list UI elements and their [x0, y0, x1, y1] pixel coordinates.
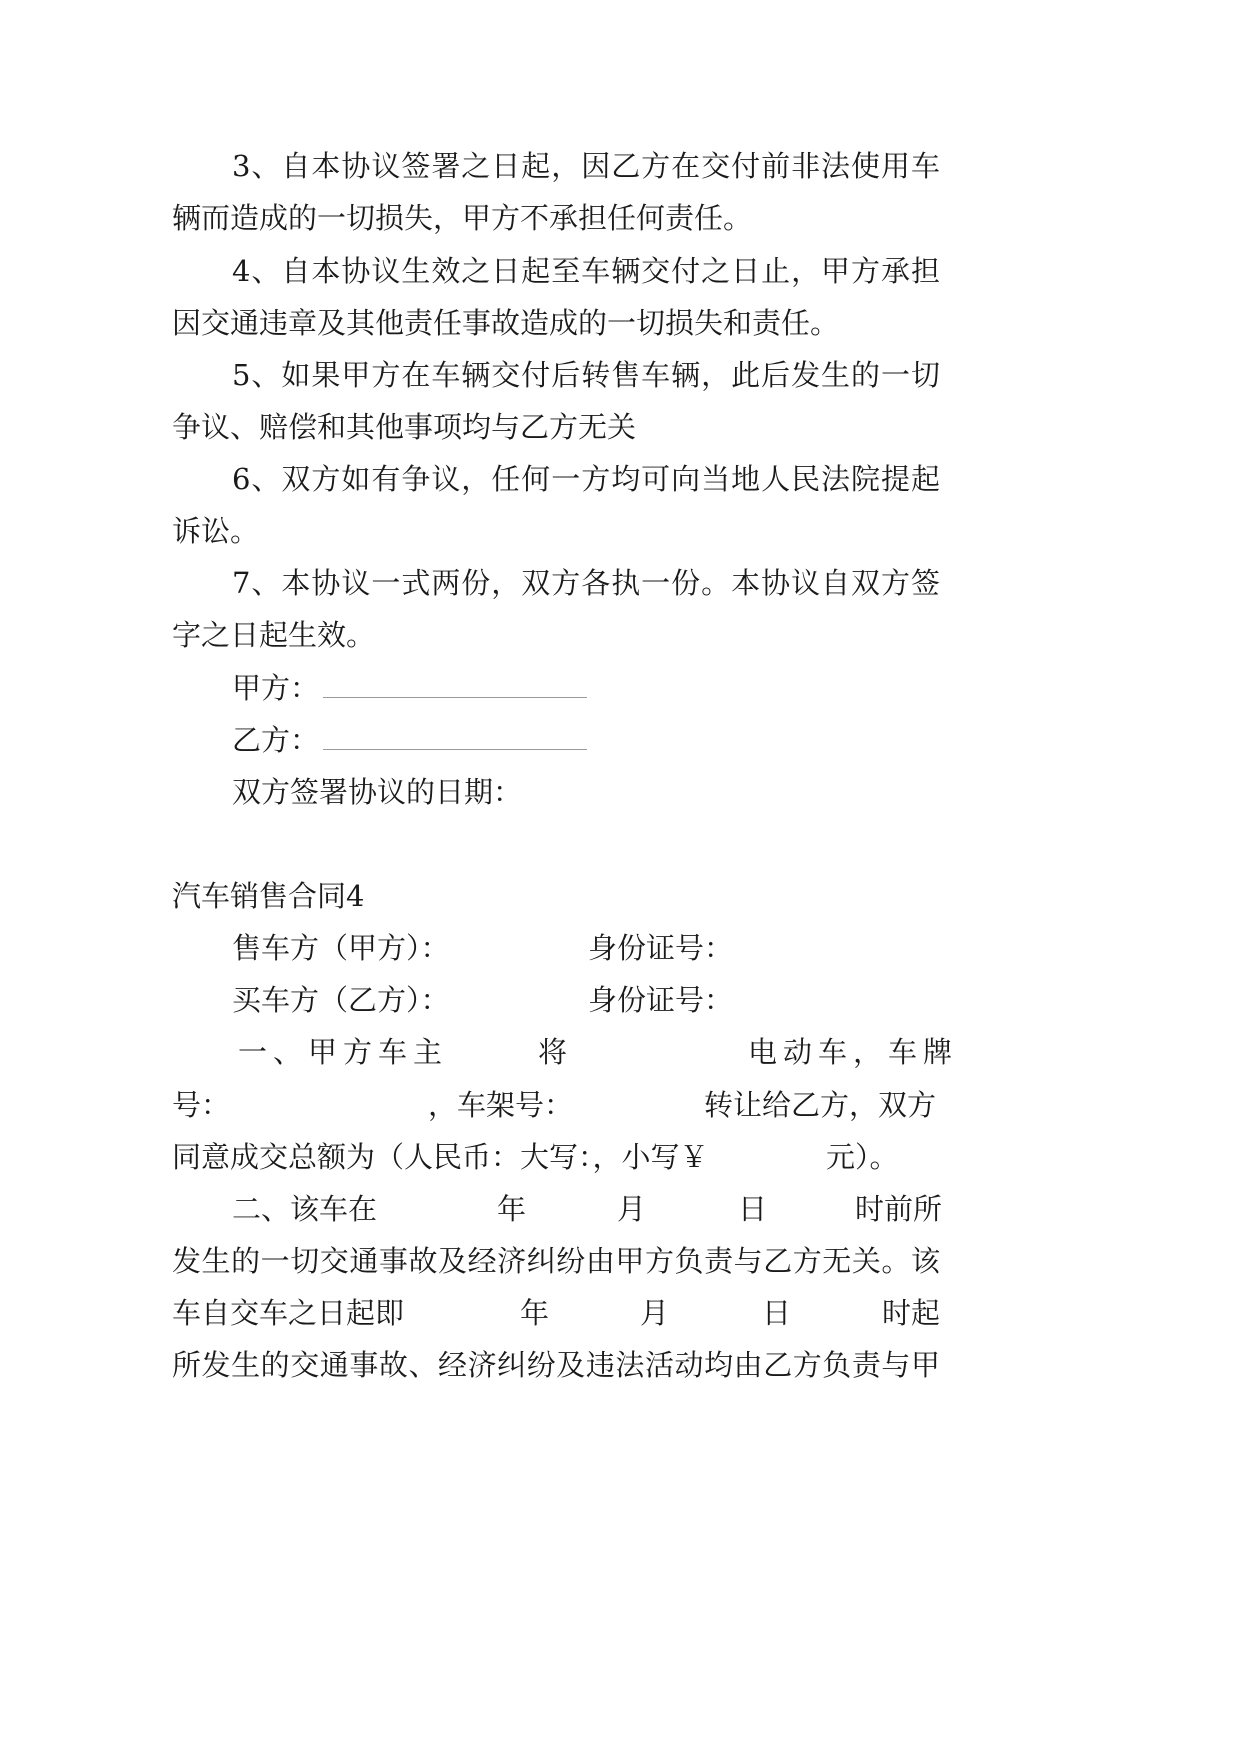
clause-1-part-d: 号： — [172, 1088, 231, 1122]
clause-2-part-i: 月 — [640, 1296, 670, 1330]
section-title: 汽车销售合同4 — [172, 879, 365, 913]
clause-2-part-e: 时前所 — [855, 1192, 943, 1226]
party-a-signature — [232, 668, 587, 708]
clause-2-part-d: 日 — [738, 1192, 768, 1226]
clause-1-part-a: 一、甲方车主 — [238, 1035, 449, 1069]
clause-2-part-j: 日 — [762, 1296, 792, 1330]
paragraph-3-line-2: 辆而造成的一切损失，甲方不承担任何责任。 — [172, 201, 753, 235]
clause-1-part-h: 元）。 — [826, 1140, 899, 1174]
clause-1-part-g: 同意成交总额为（人民币：大写：，小写￥ — [172, 1140, 709, 1174]
party-b-signature — [232, 720, 587, 760]
clause-2-part-c: 月 — [617, 1192, 647, 1226]
clause-1-part-e: ，车架号： — [428, 1088, 574, 1122]
paragraph-5-line-2: 争议、赔偿和其他事项均与乙方无关 — [172, 410, 637, 444]
seller-label: 售车方（甲方）： — [232, 931, 450, 965]
party-a-blank — [323, 671, 587, 698]
clause-1-part-f: 转让给乙方，双方 — [704, 1088, 937, 1122]
seller-id-label: 身份证号： — [588, 931, 734, 965]
buyer-label: 买车方（乙方）： — [232, 983, 450, 1017]
buyer-id-label: 身份证号： — [588, 983, 734, 1017]
clause-2-part-f: 发生的一切交通事故及经济纠纷由甲方负责与乙方无关。该 — [172, 1244, 940, 1278]
party-b-label: 乙方： — [232, 723, 320, 757]
paragraph-7-line-2: 字之日起生效。 — [172, 618, 376, 652]
paragraph-4-line-2: 因交通违章及其他责任事故造成的一切损失和责任。 — [172, 306, 840, 340]
paragraph-4-line-1: 4、自本协议生效之日起至车辆交付之日止，甲方承担 — [232, 254, 940, 288]
clause-2-part-h: 年 — [520, 1296, 550, 1330]
clause-1-part-c: 电动车，车牌 — [748, 1035, 959, 1069]
paragraph-3-line-1: 3、自本协议签署之日起，因乙方在交付前非法使用车 — [232, 149, 940, 183]
paragraph-7-line-1: 7、本协议一式两份，双方各执一份。本协议自双方签 — [232, 566, 940, 600]
clause-2-part-b: 年 — [497, 1192, 527, 1226]
clause-2-part-g: 车自交车之日起即 — [172, 1296, 405, 1330]
paragraph-5-line-1: 5、如果甲方在车辆交付后转售车辆，此后发生的一切 — [232, 358, 940, 392]
clause-2-part-a: 二、该车在 — [232, 1192, 378, 1226]
clause-2-part-k: 时起 — [882, 1296, 941, 1330]
paragraph-6-line-1: 6、双方如有争议，任何一方均可向当地人民法院提起 — [232, 462, 940, 496]
clause-2-part-l: 所发生的交通事故、经济纠纷及违法活动均由乙方负责与甲 — [172, 1348, 940, 1382]
party-a-label: 甲方： — [232, 671, 320, 705]
paragraph-6-line-2: 诉讼。 — [172, 514, 260, 548]
party-b-blank — [323, 723, 587, 750]
signing-date-label: 双方签署协议的日期： — [232, 775, 523, 809]
clause-1-part-b: 将 — [538, 1035, 568, 1069]
